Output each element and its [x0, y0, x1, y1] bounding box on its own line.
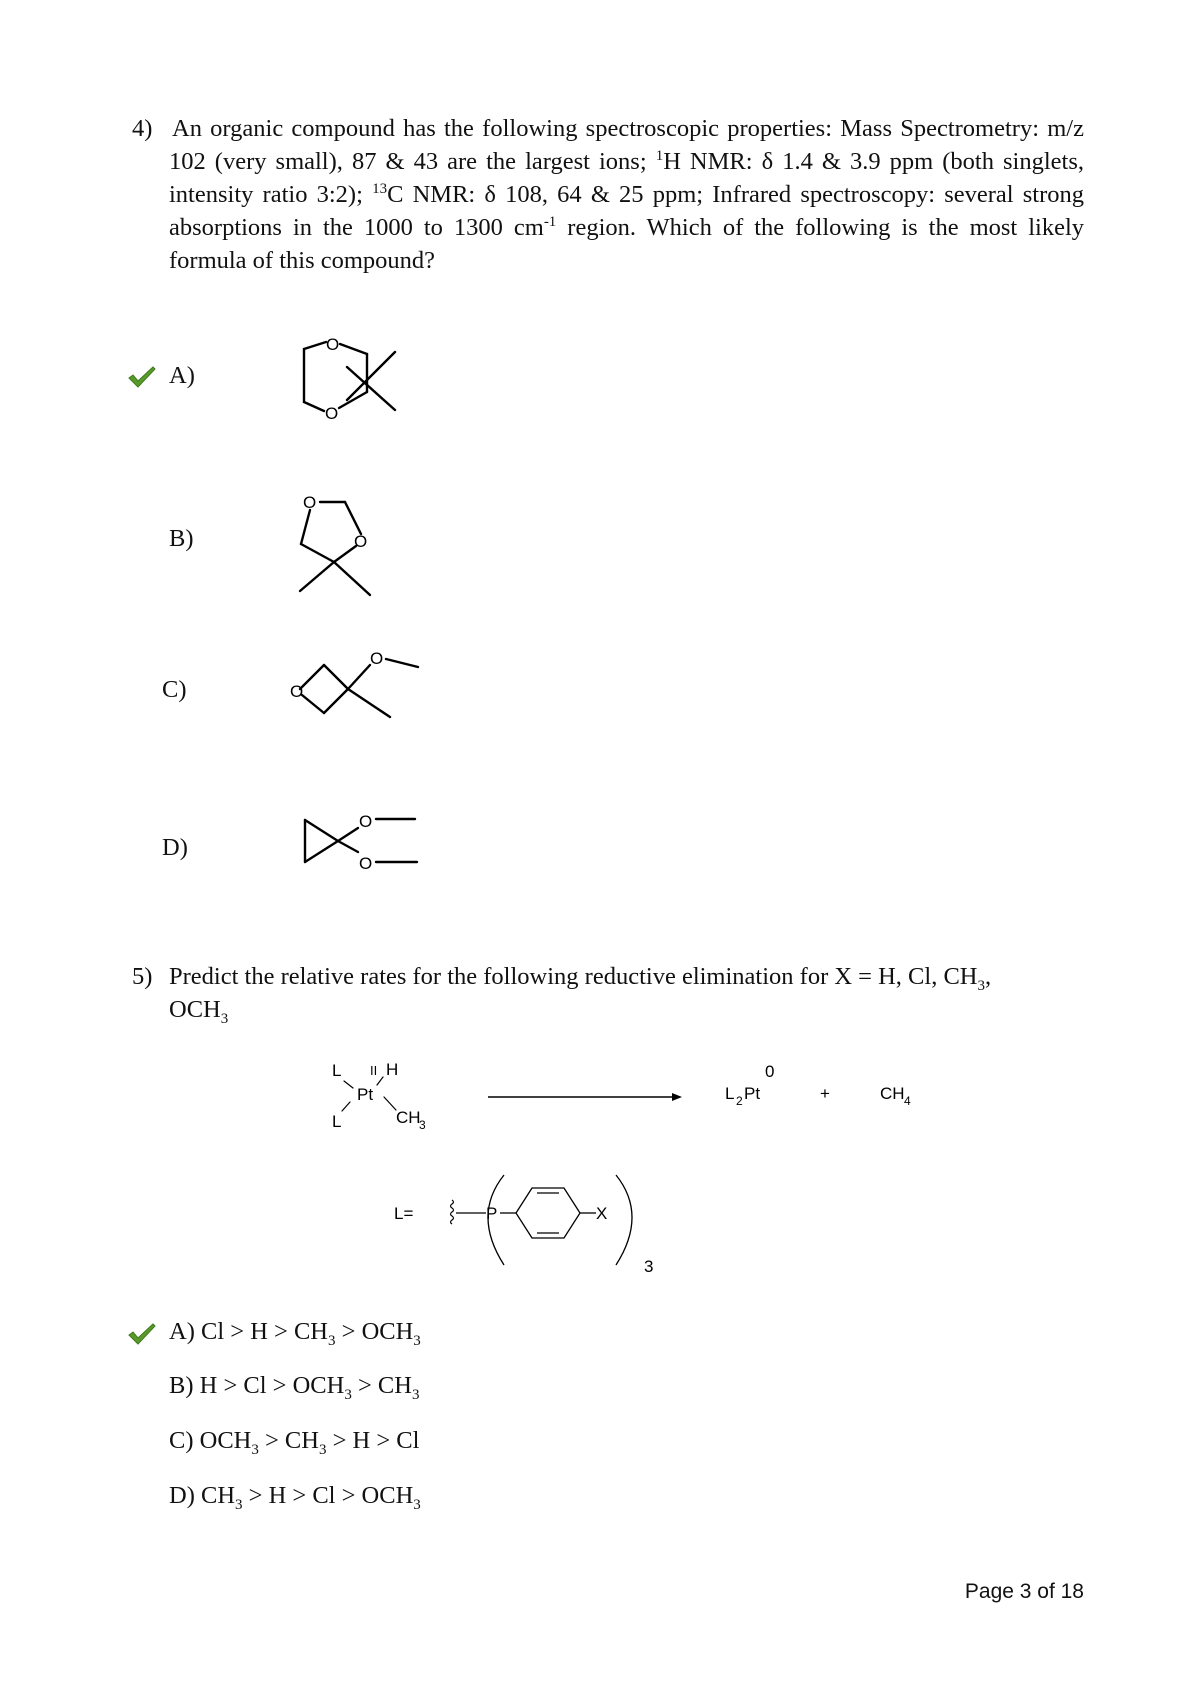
oxidation-state-zero: 0	[765, 1062, 775, 1081]
q5-c-mid: > CH	[258, 1427, 319, 1454]
question-5-text	[169, 960, 1084, 1026]
methyl-sub: 3	[419, 1118, 426, 1132]
product-l: L	[725, 1084, 735, 1103]
question-4-text	[169, 112, 1084, 277]
atom-o: O	[325, 404, 339, 423]
q5-a-text: A) Cl > H > CH	[169, 1318, 328, 1345]
product-pt: Pt	[744, 1084, 761, 1103]
q5-option-a[interactable]	[169, 1318, 421, 1349]
atom-o: O	[370, 649, 384, 668]
q4-option-d-structure	[290, 800, 430, 880]
q5-d-mid: > H > Cl > OCH	[242, 1482, 414, 1509]
q5-b-sub2: 3	[411, 1386, 420, 1403]
q5-c-sub2: 3	[318, 1441, 327, 1458]
q4-option-c-structure	[290, 645, 450, 735]
q5-a-mid: > OCH	[335, 1318, 414, 1345]
substituent-x: X	[596, 1204, 608, 1223]
atom-o: O	[303, 493, 317, 512]
q4-option-a-label[interactable]: A)	[169, 362, 195, 389]
correct-check-icon	[128, 1322, 156, 1346]
q4-text-part2: H NMR: δ 1.4 & 3.9 ppm (both singlets, intensity ratio 3:2);	[169, 148, 1084, 208]
ligand-label: L=	[394, 1204, 414, 1223]
reductive-elimination-scheme	[320, 1055, 940, 1135]
methane-ch: CH	[880, 1084, 905, 1103]
q4-option-d-label[interactable]: D)	[162, 834, 188, 861]
correct-check-icon	[128, 365, 156, 389]
q4-sup-13c: 13	[372, 180, 388, 197]
methyl-ch: CH	[396, 1108, 421, 1127]
q4-option-a-structure	[290, 330, 400, 426]
ligand-definition	[380, 1160, 680, 1275]
q5-text-line1: Predict the relative rates for the following reductive elimination for X = H, Cl, CH	[169, 963, 978, 990]
q5-a-sub1: 3	[328, 1332, 336, 1349]
q4-text-part3: C NMR: δ 108, 64 & 25 ppm; Infrared spectroscopy: several strong absorptions in the 1000 to 1300 cm	[169, 181, 1084, 241]
q5-comma: ,	[985, 963, 992, 990]
q4-option-b-structure	[290, 488, 390, 600]
q4-sup-cm: -1	[543, 213, 557, 230]
q5-d-sub2: 3	[413, 1496, 421, 1513]
q5-sub-3: 3	[977, 977, 985, 994]
q5-c-text: C) OCH	[169, 1427, 252, 1454]
q5-a-sub2: 3	[413, 1332, 421, 1349]
q5-option-d[interactable]	[169, 1482, 421, 1513]
q5-option-c[interactable]	[169, 1427, 420, 1458]
phosphorus-atom: P	[486, 1204, 498, 1223]
hydride-h: H	[386, 1060, 399, 1079]
q5-d-text: D) CH	[169, 1482, 236, 1509]
question-4-number: 4)	[132, 115, 153, 142]
q5-b-text: B) H > Cl > OCH	[169, 1372, 345, 1399]
q5-b-mid: > CH	[351, 1372, 412, 1399]
q5-c-sub1: 3	[251, 1441, 259, 1458]
atom-o: O	[326, 335, 340, 354]
ligand-l-top: L	[332, 1061, 342, 1080]
q5-c-tail: > H > Cl	[326, 1427, 420, 1454]
q4-sup-1h: 1	[655, 147, 664, 164]
q4-option-b-label[interactable]: B)	[169, 525, 194, 552]
plus-sign: +	[820, 1084, 830, 1103]
atom-o: O	[359, 812, 373, 831]
methane-sub-4: 4	[904, 1094, 911, 1108]
double-bond-mark: II	[370, 1063, 378, 1078]
product-sub-2: 2	[736, 1094, 743, 1108]
question-5-number: 5)	[132, 963, 153, 990]
atom-o: O	[359, 854, 373, 873]
q4-text-part4: region. Which of the following is the most likely formula of this compound?	[169, 214, 1085, 274]
platinum-center: Pt	[357, 1085, 374, 1104]
q5-option-b[interactable]	[169, 1372, 420, 1403]
atom-o: O	[354, 532, 368, 551]
page-number: Page 3 of 18	[964, 1580, 1084, 1603]
q5-sub-3: 3	[220, 1010, 229, 1027]
q4-option-c-label[interactable]: C)	[162, 676, 187, 703]
ligand-l-bottom: L	[332, 1112, 342, 1131]
q5-d-sub1: 3	[235, 1496, 243, 1513]
atom-o: O	[290, 682, 304, 701]
ligand-count: 3	[644, 1257, 654, 1275]
q4-text-part1: An organic compound has the following spectroscopic properties: Mass Spectrometry: m/z 102 (very small), 87 & 43 are the largest ions;	[169, 115, 1084, 175]
q5-b-sub1: 3	[344, 1386, 352, 1403]
q5-text-line2: OCH	[169, 996, 221, 1023]
